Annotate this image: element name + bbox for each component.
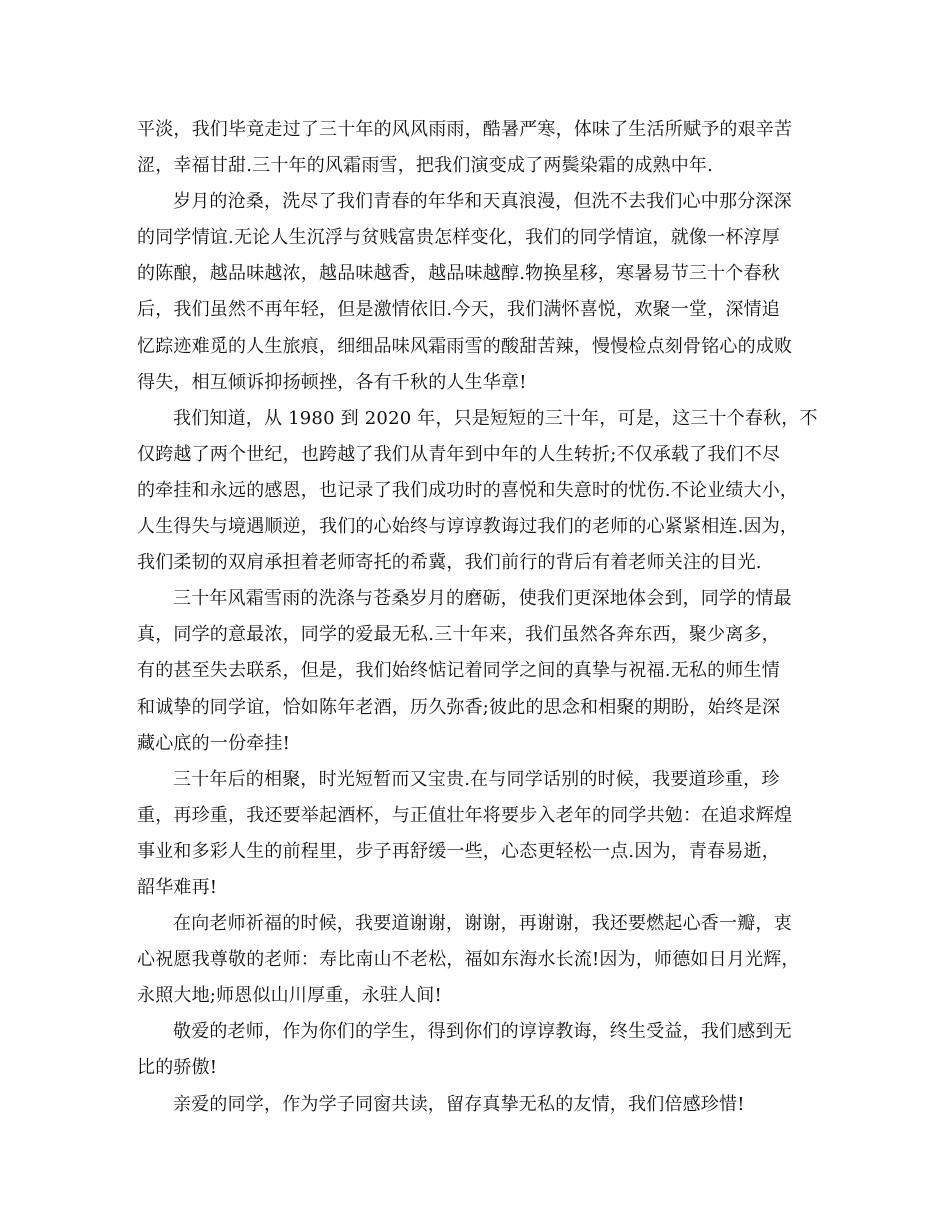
text-line: 人生得失与境遇顺逆，我们的心始终与谆谆教诲过我们的老师的心紧紧相连.因为，: [137, 516, 799, 538]
text-line: 亲爱的同学，作为学子同窗共读，留存真挚无私的友情，我们倍感珍惜!: [173, 1093, 745, 1115]
text-line: 得失，相互倾诉抑扬顿挫，各有千秋的人生华章!: [137, 371, 527, 393]
text-line: 涩，幸福甘甜.三十年的风霜雨雪，把我们演变成了两鬓染霜的成熟中年.: [137, 155, 714, 177]
paragraph-1: [137, 112, 820, 184]
text-line: 心祝愿我尊敬的老师：寿比南山不老松，福如东海水长流!因为，师德如日月光辉，: [137, 949, 800, 971]
text-line: 真，同学的意最浓，同学的爱最无私.三十年来，我们虽然各奔东西，聚少离多，: [137, 624, 780, 646]
text-line: 永照大地;师恩似山川厚重，永驻人间!: [137, 985, 442, 1007]
text-line: 后，我们虽然不再年轻，但是激情依旧.今天，我们满怀喜悦，欢聚一堂，深情追: [137, 299, 780, 321]
text-line: 比的骄傲!: [137, 1057, 218, 1079]
text-line: 韶华难再!: [137, 876, 218, 898]
text-line: 岁月的沧桑，洗尽了我们青春的年华和天真浪漫，但洗不去我们心中那分深深: [173, 191, 792, 213]
text-line: 三十年后的相聚，时光短暂而又宝贵.在与同学话别的时候，我要道珍重，珍: [173, 768, 780, 790]
text-line: 的同学情谊.无论人生沉浮与贫贱富贵怎样变化，我们的同学情谊，就像一杯淳厚: [137, 227, 780, 249]
paragraph-7: [137, 1014, 820, 1086]
text-line: 在向老师祈福的时候，我要道谢谢，谢谢，再谢谢，我还要燃起心香一瓣，衷: [173, 913, 792, 935]
paragraph-3: [137, 401, 820, 581]
text-line: 的陈酿，越品味越浓，越品味越香，越品味越醇.物换星移，寒暑易节三十个春秋: [137, 263, 780, 285]
text-line: 我们知道，从 1980 到 2020 年，只是短短的三十年，可是，这三十个春秋，不: [173, 407, 818, 429]
paragraph-5: [137, 762, 820, 906]
text-line: 的牵挂和永远的感恩，也记录了我们成功时的喜悦和失意时的忧伤.不论业绩大小，: [137, 479, 799, 501]
text-line: 有的甚至失去联系，但是，我们始终惦记着同学之间的真挚与祝福.无私的师生情: [137, 660, 780, 682]
text-line: 重，再珍重，我还要举起酒杯，与正值壮年将要步入老年的同学共勉：在追求辉煌: [137, 804, 793, 826]
paragraph-6: [137, 906, 820, 1014]
text-line: 和诚挚的同学谊，恰如陈年老酒，历久弥香;彼此的思念和相聚的期盼，始终是深: [137, 696, 781, 718]
text-line: 事业和多彩人生的前程里，步子再舒缓一些，心态更轻松一点.因为，青春易逝，: [137, 840, 780, 862]
paragraph-4: [137, 581, 820, 761]
text-line: 藏心底的一份牵挂!: [137, 732, 291, 754]
paragraph-2: [137, 184, 820, 401]
text-line: 三十年风霜雪雨的洗涤与苍桑岁月的磨砺，使我们更深地体会到，同学的情最: [173, 588, 792, 610]
text-line: 忆踪迹难觅的人生旅痕，细细品味风霜雨雪的酸甜苦辣，慢慢检点刻骨铭心的成败: [137, 335, 793, 357]
text-line: 我们柔韧的双肩承担着老师寄托的希冀，我们前行的背后有着老师关注的目光.: [137, 552, 762, 574]
text-line: 平淡，我们毕竟走过了三十年的风风雨雨，酷暑严寒，体味了生活所赋予的艰辛苦: [137, 119, 793, 140]
text-line: 仅跨越了两个世纪，也跨越了我们从青年到中年的人生转折;不仅承载了我们不尽: [137, 443, 781, 465]
paragraph-8: [137, 1087, 820, 1123]
text-line: 敬爱的老师，作为你们的学生，得到你们的谆谆教诲，终生受益，我们感到无: [173, 1021, 792, 1043]
